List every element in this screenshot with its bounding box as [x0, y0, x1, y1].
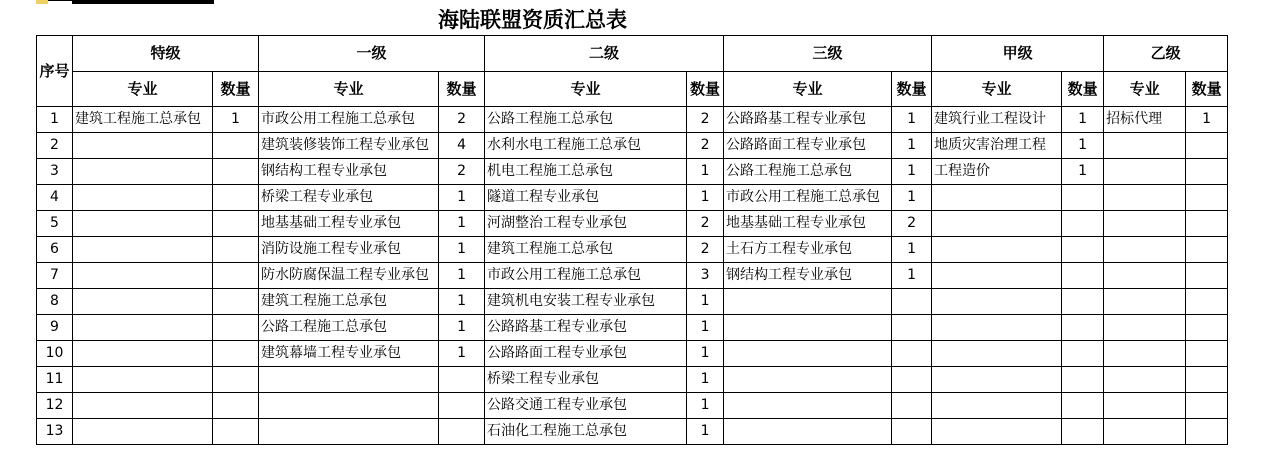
qualification-name	[1104, 289, 1186, 315]
qualification-name	[1104, 393, 1186, 419]
qualification-count: 1	[687, 341, 724, 367]
qualification-name: 水利水电工程施工总承包	[485, 133, 687, 159]
qualification-name	[1104, 367, 1186, 393]
qualification-count	[213, 185, 259, 211]
qualification-count	[892, 341, 932, 367]
qualification-name	[73, 289, 213, 315]
qualification-name	[73, 341, 213, 367]
qualification-count	[1062, 185, 1104, 211]
qualification-name	[932, 237, 1062, 263]
qualification-count	[1186, 419, 1228, 445]
qualification-name	[1104, 159, 1186, 185]
row-seq: 2	[37, 133, 73, 159]
qualification-count	[1186, 211, 1228, 237]
header-seq: 序号	[37, 36, 73, 107]
qualification-name	[1104, 419, 1186, 445]
qualification-count	[1062, 211, 1104, 237]
qualification-name: 公路路面工程专业承包	[485, 341, 687, 367]
qualification-count: 1	[892, 133, 932, 159]
row-seq: 10	[37, 341, 73, 367]
qualification-count	[1186, 341, 1228, 367]
qualification-count	[1062, 315, 1104, 341]
qualification-name: 公路工程施工总承包	[724, 159, 892, 185]
qualification-count: 1	[213, 107, 259, 133]
qualification-name	[724, 315, 892, 341]
qualification-count: 2	[439, 107, 485, 133]
table-row	[37, 367, 1228, 393]
row-seq: 8	[37, 289, 73, 315]
qualification-count	[892, 393, 932, 419]
qualification-count	[1186, 159, 1228, 185]
header-grade-b: 乙级	[1104, 36, 1228, 72]
qualification-count	[1062, 367, 1104, 393]
qualification-count	[1186, 367, 1228, 393]
qualification-name	[73, 393, 213, 419]
qualification-name	[73, 419, 213, 445]
qualification-name: 市政公用工程施工总承包	[485, 263, 687, 289]
qualification-count	[213, 419, 259, 445]
qualification-count	[213, 211, 259, 237]
qualification-name	[1104, 315, 1186, 341]
qualification-name: 钢结构工程专业承包	[259, 159, 439, 185]
header-field: 专业	[1104, 72, 1186, 107]
qualification-name: 防水防腐保温工程专业承包	[259, 263, 439, 289]
qualification-count	[1186, 263, 1228, 289]
qualification-count: 1	[439, 211, 485, 237]
qualification-name	[73, 159, 213, 185]
qualification-count: 1	[1062, 159, 1104, 185]
qualification-name: 地质灾害治理工程	[932, 133, 1062, 159]
qualification-count: 1	[892, 185, 932, 211]
header-grade-1: 一级	[259, 36, 485, 72]
border-bar	[72, 0, 214, 4]
qualification-name: 公路工程施工总承包	[259, 315, 439, 341]
qualification-name: 地基基础工程专业承包	[724, 211, 892, 237]
qualification-count: 1	[687, 315, 724, 341]
qualification-name	[932, 419, 1062, 445]
header-field: 专业	[73, 72, 213, 107]
qualification-count	[1062, 341, 1104, 367]
qualification-count	[213, 263, 259, 289]
qualification-name: 建筑工程施工总承包	[73, 107, 213, 133]
table-row	[37, 107, 1228, 133]
qualification-name	[1104, 237, 1186, 263]
table-row	[37, 263, 1228, 289]
qualification-count	[439, 367, 485, 393]
qualification-name: 钢结构工程专业承包	[724, 263, 892, 289]
qualification-name	[932, 289, 1062, 315]
qualification-count	[1186, 185, 1228, 211]
qualification-name	[1104, 133, 1186, 159]
header-count: 数量	[1062, 72, 1104, 107]
table-row	[37, 315, 1228, 341]
qualification-count	[439, 393, 485, 419]
qualification-name	[1104, 185, 1186, 211]
qualification-name: 建筑机电安装工程专业承包	[485, 289, 687, 315]
qualification-count	[213, 237, 259, 263]
qualification-name: 石油化工程施工总承包	[485, 419, 687, 445]
qualification-count	[892, 289, 932, 315]
qualification-count: 1	[687, 159, 724, 185]
header-count: 数量	[439, 72, 485, 107]
header-field: 专业	[485, 72, 687, 107]
qualification-count: 1	[439, 237, 485, 263]
qualification-count: 1	[687, 289, 724, 315]
qualification-name: 桥梁工程专业承包	[259, 185, 439, 211]
qualification-name: 消防设施工程专业承包	[259, 237, 439, 263]
qualification-name: 招标代理	[1104, 107, 1186, 133]
qualification-name	[73, 315, 213, 341]
row-seq: 11	[37, 367, 73, 393]
qualification-count: 2	[687, 107, 724, 133]
row-seq: 9	[37, 315, 73, 341]
header-row-fields	[37, 72, 1228, 107]
qualification-count: 2	[687, 237, 724, 263]
header-grade-3: 三级	[724, 36, 932, 72]
qualification-count: 1	[439, 185, 485, 211]
table-row	[37, 237, 1228, 263]
qualification-name	[932, 367, 1062, 393]
qualification-count: 2	[439, 159, 485, 185]
qualification-name: 公路路面工程专业承包	[724, 133, 892, 159]
header-grade-special: 特级	[73, 36, 259, 72]
page-title	[0, 6, 1263, 34]
qualification-name	[73, 133, 213, 159]
top-border-fragment	[36, 0, 214, 4]
qualification-count: 1	[439, 341, 485, 367]
qualification-count	[1062, 289, 1104, 315]
qualification-name	[259, 367, 439, 393]
qualification-name	[73, 367, 213, 393]
qualification-count	[213, 393, 259, 419]
qualification-count: 2	[687, 211, 724, 237]
qualification-name	[1104, 211, 1186, 237]
qualification-name: 地基基础工程专业承包	[259, 211, 439, 237]
qualification-name: 建筑行业工程设计	[932, 107, 1062, 133]
qualification-name	[724, 289, 892, 315]
table-row	[37, 341, 1228, 367]
qualification-count	[1062, 263, 1104, 289]
qualification-count: 2	[687, 133, 724, 159]
qualification-count: 1	[439, 315, 485, 341]
table-row	[37, 159, 1228, 185]
qualification-count	[1062, 237, 1104, 263]
qualification-name: 建筑装修装饰工程专业承包	[259, 133, 439, 159]
qualification-count: 1	[892, 107, 932, 133]
row-seq: 7	[37, 263, 73, 289]
qualification-name	[932, 315, 1062, 341]
qualification-name: 公路交通工程专业承包	[485, 393, 687, 419]
table-row	[37, 133, 1228, 159]
qualification-name: 公路路基工程专业承包	[485, 315, 687, 341]
qualification-count	[213, 289, 259, 315]
row-seq: 1	[37, 107, 73, 133]
qualification-name	[932, 393, 1062, 419]
qualification-name	[932, 263, 1062, 289]
qualification-count	[439, 419, 485, 445]
header-field: 专业	[259, 72, 439, 107]
qualification-count	[1062, 393, 1104, 419]
qualification-count: 1	[687, 185, 724, 211]
qualification-count: 1	[1186, 107, 1228, 133]
qualification-name: 建筑工程施工总承包	[485, 237, 687, 263]
row-seq: 5	[37, 211, 73, 237]
table-row	[37, 393, 1228, 419]
qualification-count	[1062, 419, 1104, 445]
qualification-count: 1	[1062, 133, 1104, 159]
qualification-count: 1	[687, 393, 724, 419]
qualification-count	[1186, 289, 1228, 315]
qualification-name	[932, 211, 1062, 237]
qualification-count: 2	[892, 211, 932, 237]
qualification-name	[1104, 341, 1186, 367]
header-row-grades	[37, 36, 1228, 72]
qualification-count	[892, 315, 932, 341]
qualification-count: 1	[439, 263, 485, 289]
table-row	[37, 289, 1228, 315]
qualification-name	[259, 419, 439, 445]
qualification-name: 河湖整治工程专业承包	[485, 211, 687, 237]
qualification-name	[724, 419, 892, 445]
qualification-name: 建筑幕墙工程专业承包	[259, 341, 439, 367]
header-count: 数量	[892, 72, 932, 107]
qualification-count: 1	[892, 159, 932, 185]
qualification-name: 公路工程施工总承包	[485, 107, 687, 133]
qualification-count	[892, 367, 932, 393]
row-seq: 13	[37, 419, 73, 445]
table-row	[37, 185, 1228, 211]
header-count: 数量	[687, 72, 724, 107]
header-grade-a: 甲级	[932, 36, 1104, 72]
qualification-name	[1104, 263, 1186, 289]
qualification-count	[892, 419, 932, 445]
header-count: 数量	[1186, 72, 1228, 107]
qualification-count: 1	[892, 237, 932, 263]
qualification-name	[932, 341, 1062, 367]
qualification-name: 市政公用工程施工总承包	[259, 107, 439, 133]
qualification-count	[213, 367, 259, 393]
qualification-name	[724, 393, 892, 419]
qualification-count: 1	[1062, 107, 1104, 133]
qualification-count: 1	[892, 263, 932, 289]
row-seq: 6	[37, 237, 73, 263]
page-title-text: 海陆联盟资质汇总表	[438, 7, 627, 32]
qualification-count	[1186, 133, 1228, 159]
qualification-count: 1	[439, 289, 485, 315]
qualification-name: 建筑工程施工总承包	[259, 289, 439, 315]
qualification-name: 土石方工程专业承包	[724, 237, 892, 263]
qualification-count: 4	[439, 133, 485, 159]
qualification-name: 市政公用工程施工总承包	[724, 185, 892, 211]
table-row	[37, 419, 1228, 445]
qualification-count	[213, 341, 259, 367]
header-field: 专业	[932, 72, 1062, 107]
qualification-count	[1186, 393, 1228, 419]
qualification-name	[932, 185, 1062, 211]
row-seq: 4	[37, 185, 73, 211]
header-field: 专业	[724, 72, 892, 107]
qualification-table	[36, 35, 1228, 445]
qualification-name	[73, 263, 213, 289]
qualification-name	[73, 237, 213, 263]
qualification-name: 隧道工程专业承包	[485, 185, 687, 211]
qualification-name	[73, 185, 213, 211]
qualification-name: 工程造价	[932, 159, 1062, 185]
qualification-count	[1186, 237, 1228, 263]
qualification-name: 机电工程施工总承包	[485, 159, 687, 185]
qualification-count	[1186, 315, 1228, 341]
row-seq: 3	[37, 159, 73, 185]
table-row	[37, 211, 1228, 237]
row-seq: 12	[37, 393, 73, 419]
qualification-name: 桥梁工程专业承包	[485, 367, 687, 393]
qualification-name	[259, 393, 439, 419]
header-grade-2: 二级	[485, 36, 724, 72]
corner-mark	[36, 0, 48, 4]
qualification-count: 1	[687, 367, 724, 393]
qualification-count	[213, 315, 259, 341]
qualification-count	[213, 133, 259, 159]
qualification-count: 3	[687, 263, 724, 289]
qualification-name	[73, 211, 213, 237]
qualification-count	[213, 159, 259, 185]
qualification-count: 1	[687, 419, 724, 445]
qualification-name	[724, 341, 892, 367]
header-count: 数量	[213, 72, 259, 107]
qualification-name: 公路路基工程专业承包	[724, 107, 892, 133]
qualification-name	[724, 367, 892, 393]
